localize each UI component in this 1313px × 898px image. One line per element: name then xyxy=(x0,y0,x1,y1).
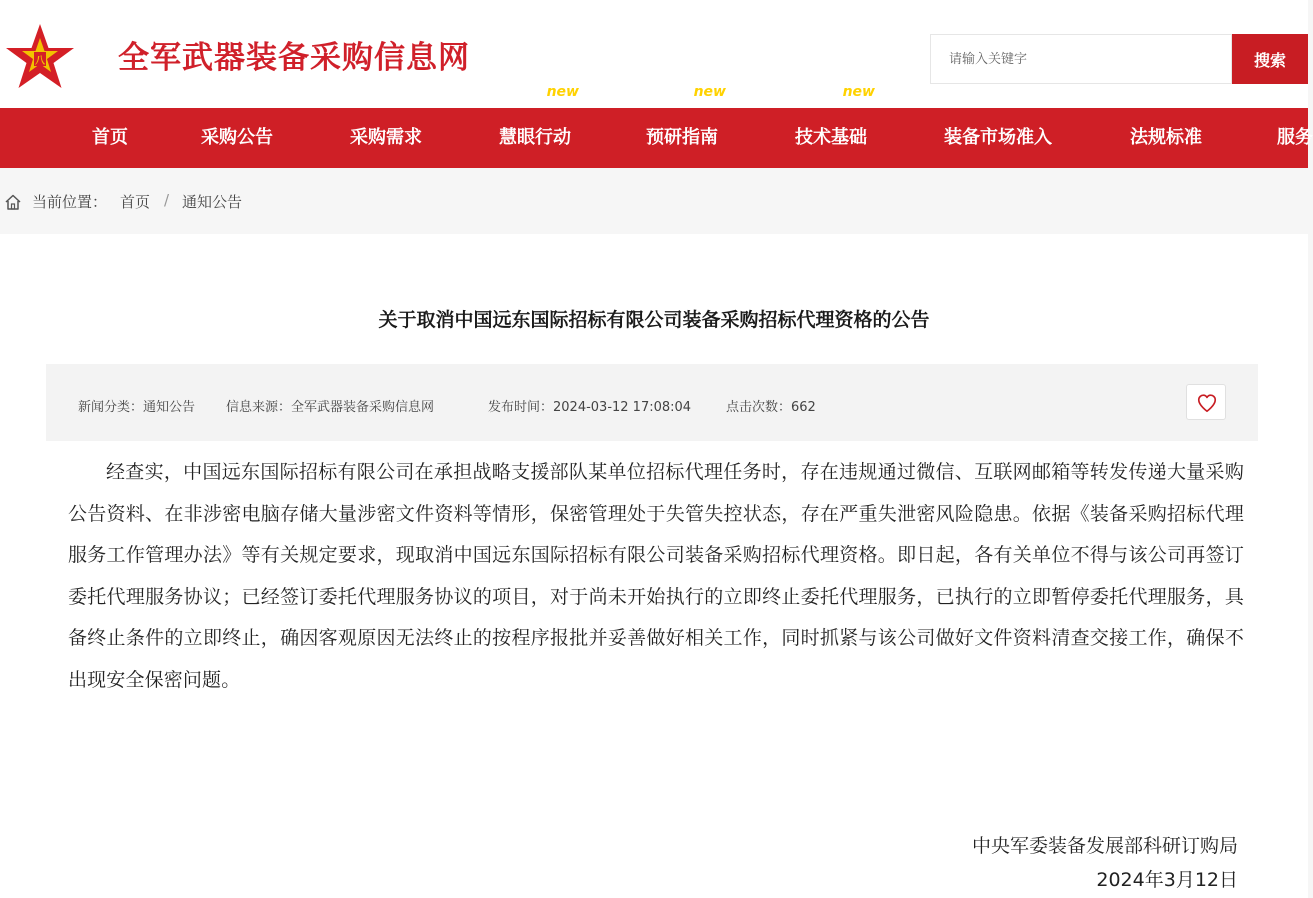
meta-category: 新闻分类：通知公告 xyxy=(78,400,196,415)
site-header xyxy=(0,0,1308,108)
nav-item-label: 采购公告 xyxy=(201,127,273,148)
nav-item-label: 服务 xyxy=(1277,127,1313,148)
main-nav xyxy=(0,84,1313,168)
meta-views: 点击次数：662 xyxy=(726,400,816,415)
meta-source: 信息来源：全军武器装备采购信息网 xyxy=(226,400,435,415)
site-title[interactable]: 全军武器装备采购信息网 xyxy=(118,40,470,76)
nav-item-label: 预研指南 xyxy=(646,127,718,148)
nav-item-technical-basis[interactable] xyxy=(795,84,875,168)
favorite-button[interactable] xyxy=(1186,384,1226,420)
new-badge: new xyxy=(693,84,726,100)
red-star-emblem-icon[interactable] xyxy=(4,22,76,90)
svg-text:八: 八 xyxy=(35,56,45,67)
nav-item-label: 技术基础 xyxy=(795,127,867,148)
nav-item-services[interactable] xyxy=(1277,108,1313,168)
heart-icon xyxy=(1196,392,1218,414)
new-badge: new xyxy=(842,84,875,100)
nav-item-label: 慧眼行动 xyxy=(499,127,571,148)
search-button[interactable]: 搜索 xyxy=(1232,34,1308,84)
nav-item-label: 法规标准 xyxy=(1130,127,1202,148)
breadcrumb-home-link[interactable]: 首页 xyxy=(120,193,151,211)
signature-organization: 中央军委装备发展部科研订购局 xyxy=(971,835,1238,857)
nav-item-regulations[interactable] xyxy=(1130,108,1202,168)
nav-item-label: 采购需求 xyxy=(350,127,422,148)
nav-item-label: 首页 xyxy=(92,127,128,148)
breadcrumb-prefix: 当前位置： xyxy=(32,193,108,211)
article-body: 经查实，中国远东国际招标有限公司在承担战略支援部队某单位招标代理任务时，存在违规通过微信、互联网邮箱等转发传递大量采购公告资料、在非涉密电脑存储大量涉密文件资料等情形，保密管理处于失管失控状态，存在严重失泄密风险隐患。依据《装备采购招标代理服务工作管理办法》等有关规定要求，现取消中国远东国际招标有限公司装备采购招标代理资格。即日起，各有关单位不得与该公司再签订委托代理服务协议；已经签订委托代理服务协议的项目，对于尚未开始执行的立即终止委托代理服务，已执行的立即暂停委托代理服务，具备终止条件的立即终止，确因客观原因无法终止的按程序报批并妥善做好相关工作，同时抓紧与该公司做好文件资料清查交接工作，确保不出现安全保密问题。 xyxy=(68,461,1244,691)
nav-item-home[interactable] xyxy=(92,108,128,168)
signature-date: 2024年3月12日 xyxy=(1096,869,1238,891)
breadcrumb-separator: / xyxy=(164,191,170,209)
breadcrumb-current[interactable]: 通知公告 xyxy=(182,193,243,211)
new-badge: new xyxy=(546,84,579,100)
nav-item-label: 装备市场准入 xyxy=(944,127,1052,148)
nav-item-procurement-demands[interactable] xyxy=(350,108,422,168)
nav-item-procurement-notices[interactable] xyxy=(201,108,273,168)
home-icon xyxy=(4,193,22,211)
article-title: 关于取消中国远东国际招标有限公司装备采购招标代理资格的公告 xyxy=(378,309,930,331)
nav-item-research-guide[interactable] xyxy=(646,84,726,168)
nav-item-huiyan-action[interactable] xyxy=(499,84,579,168)
search-input[interactable] xyxy=(930,34,1232,84)
meta-published: 发布时间：2024-03-12 17:08:04 xyxy=(488,400,692,415)
nav-item-market-access[interactable] xyxy=(944,108,1052,168)
